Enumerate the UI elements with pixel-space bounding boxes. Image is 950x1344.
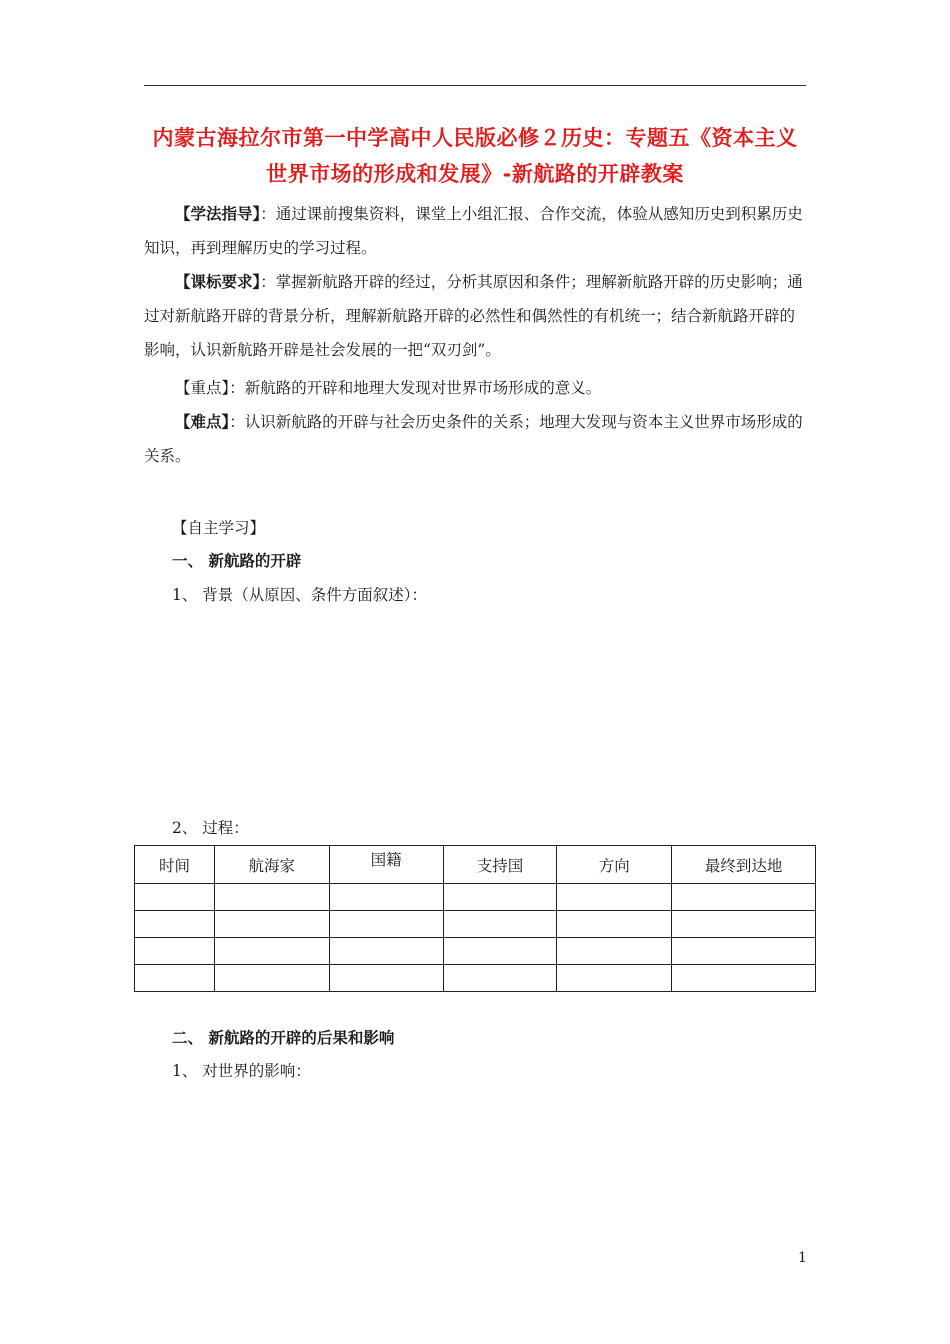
table-cell[interactable] — [135, 911, 215, 938]
section-2-heading: 二、 新航路的开辟的后果和影响 — [172, 1028, 395, 1047]
study-method-label: 【学法指导】 — [175, 204, 261, 223]
table-cell[interactable] — [329, 938, 443, 965]
page-number: 1 — [798, 1250, 807, 1266]
document-title-line-2: 世界市场的形成和发展》-新航路的开辟教案 — [266, 162, 684, 186]
table-header-row — [135, 846, 816, 884]
key-point-paragraph — [144, 371, 809, 405]
table-cell[interactable] — [329, 911, 443, 938]
table-header-cell: 国籍 — [329, 846, 443, 884]
table-cell[interactable] — [329, 965, 443, 992]
standard-requirement-label: 【课标要求】 — [175, 272, 261, 291]
table-header-cell: 方向 — [557, 846, 672, 884]
table-cell[interactable] — [672, 938, 816, 965]
table-cell[interactable] — [214, 884, 329, 911]
difficulty-text: ：认识新航路的开辟与社会历史条件的关系；地理大发现与资本主义世界市场形成的关系。 — [144, 413, 803, 465]
table-cell[interactable] — [672, 911, 816, 938]
table-header-cell: 支持国 — [443, 846, 557, 884]
table-cell[interactable] — [443, 938, 557, 965]
voyage-table — [134, 845, 816, 992]
table-cell[interactable] — [557, 965, 672, 992]
table-cell[interactable] — [557, 884, 672, 911]
table-header-cell: 时间 — [135, 846, 215, 884]
table-cell[interactable] — [443, 911, 557, 938]
table-cell[interactable] — [557, 911, 672, 938]
difficulty-label: 【难点】 — [175, 412, 230, 431]
table-cell[interactable] — [135, 884, 215, 911]
table-row — [135, 938, 816, 965]
section-1-heading: 一、 新航路的开辟 — [172, 551, 302, 570]
self-study-heading: 【自主学习】 — [172, 519, 266, 537]
table-row — [135, 911, 816, 938]
section-1-item-2: 2、 过程： — [172, 819, 249, 837]
table-cell[interactable] — [672, 884, 816, 911]
standard-requirement-text: ：掌握新航路开辟的经过，分析其原因和条件；理解新航路开辟的历史影响；通过对新航路开辟的背景分析，理解新航路开辟的必然性和偶然性的有机统一；结合新航路开辟的影响，认识新航路开辟是社会发展的一把“双刃剑”。 — [144, 273, 803, 359]
difficulty-paragraph — [144, 405, 809, 473]
table-row — [135, 965, 816, 992]
study-method-text: ：通过课前搜集资料，课堂上小组汇报、合作交流，体验从感知历史到积累历史知识，再到理解历史的学习过程。 — [144, 205, 803, 257]
table-row — [135, 884, 816, 911]
key-point-label: 【重点】 — [175, 379, 230, 397]
table-cell[interactable] — [214, 938, 329, 965]
table-header-cell: 航海家 — [214, 846, 329, 884]
standard-requirement-paragraph — [144, 265, 809, 367]
key-point-text: ：新航路的开辟和地理大发现对世界市场形成的意义。 — [229, 379, 602, 397]
table-cell[interactable] — [443, 884, 557, 911]
table-cell[interactable] — [443, 965, 557, 992]
table-cell[interactable] — [214, 965, 329, 992]
section-1-item-1: 1、 背景（从原因、条件方面叙述）： — [172, 586, 428, 604]
document-title-line-1: 内蒙古海拉尔市第一中学高中人民版必修２历史：专题五《资本主义 — [152, 126, 798, 150]
table-cell[interactable] — [672, 965, 816, 992]
table-cell[interactable] — [214, 911, 329, 938]
header-rule — [144, 85, 806, 86]
table-header-cell: 最终到达地 — [672, 846, 816, 884]
table-cell[interactable] — [329, 884, 443, 911]
study-method-paragraph — [144, 197, 809, 265]
section-2-item-1: 1、 对世界的影响： — [172, 1062, 311, 1080]
table-cell[interactable] — [135, 938, 215, 965]
table-cell[interactable] — [135, 965, 215, 992]
table-cell[interactable] — [557, 938, 672, 965]
